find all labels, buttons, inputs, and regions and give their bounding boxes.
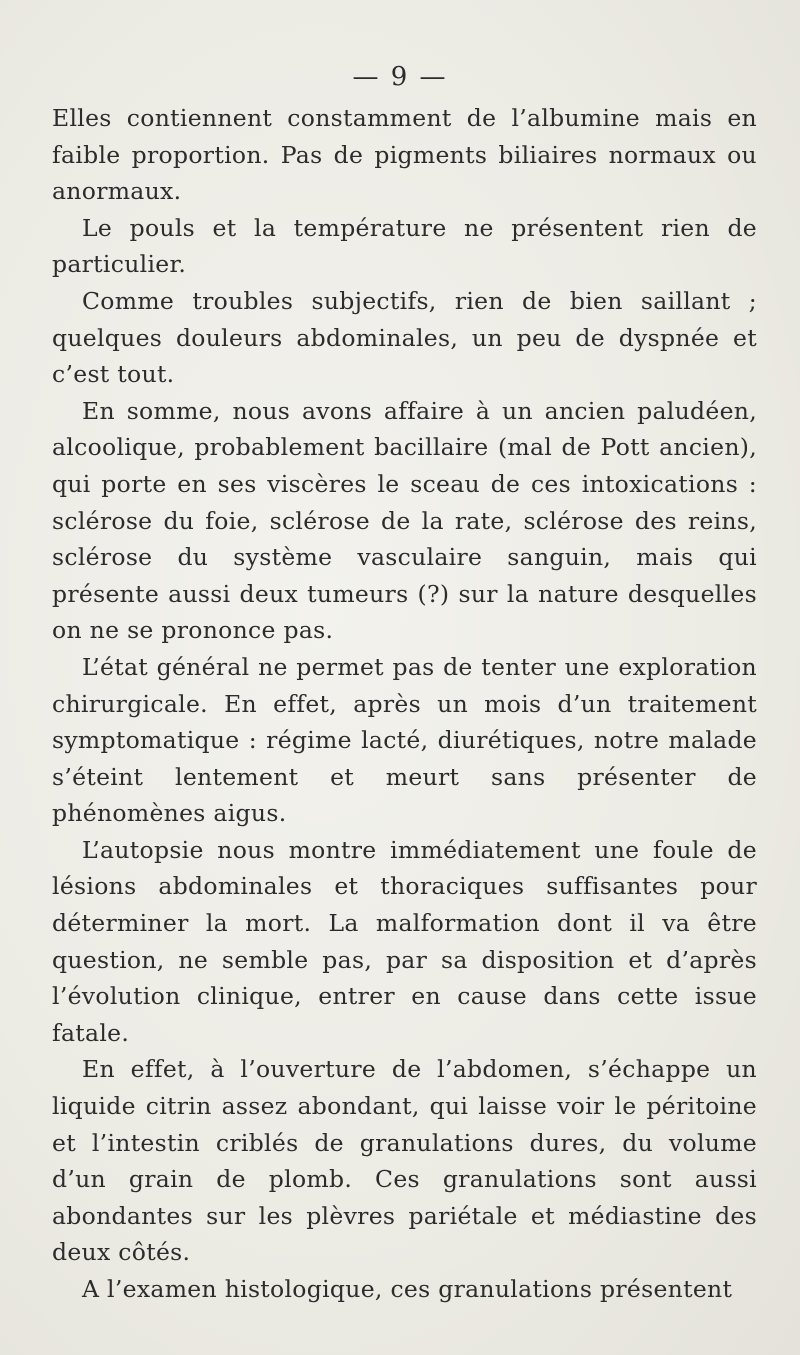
paragraph-1: Elles contiennent constamment de l’albumine mais en faible proportion. Pas de pigments biliaires normaux ou anormaux. bbox=[52, 104, 757, 206]
paragraph-8: A l’examen histologique, ces granulations présentent bbox=[82, 1275, 733, 1303]
paragraph-6: L’autopsie nous montre immédiatement une foule de lésions abdominales et thoraciques suffisantes pour déterminer la mort. La malformation dont il va être question, ne semble pas, par sa disposition et d’après l’évolution clinique, entrer en cause dans cette issue fatale. bbox=[52, 835, 757, 1047]
paragraph-3: Comme troubles subjectifs, rien de bien saillant ; quelques douleurs abdominales, un peu de dyspnée et c’est tout. bbox=[52, 286, 757, 389]
page-number: — 9 — bbox=[352, 62, 448, 92]
body-text bbox=[52, 100, 757, 1308]
paragraph-5: L’état général ne permet pas de tenter une exploration chirurgicale. En effet, après un mois d’un traitement symptomatique : régime lacté, diurétiques, notre malade s’éteint lentement et meurt sans présenter de phénomènes aigus. bbox=[52, 652, 757, 828]
paragraph-2: Le pouls et la température ne présentent rien de particulier. bbox=[52, 213, 757, 279]
paragraph-7: En effet, à l’ouverture de l’abdomen, s’échappe un liquide citrin assez abondant, qui laisse voir le péritoine et l’intestin criblés de granulations dures, du volume d’un grain de plomb. Ces granulations sont aussi abondantes sur les plèvres pariétale et médiastine des deux côtés. bbox=[52, 1055, 757, 1267]
paragraph-4: En somme, nous avons affaire à un ancien paludéen, alcoolique, probablement bacillaire (mal de Pott ancien), qui porte en ses viscères le sceau de ces intoxications : sclérose du foie, sclérose de la rate, sclérose des reins, sclérose du système vasculaire sanguin, mais qui présente aussi deux tumeurs (?) sur la nature desquelles on ne se prononce pas. bbox=[52, 396, 757, 645]
